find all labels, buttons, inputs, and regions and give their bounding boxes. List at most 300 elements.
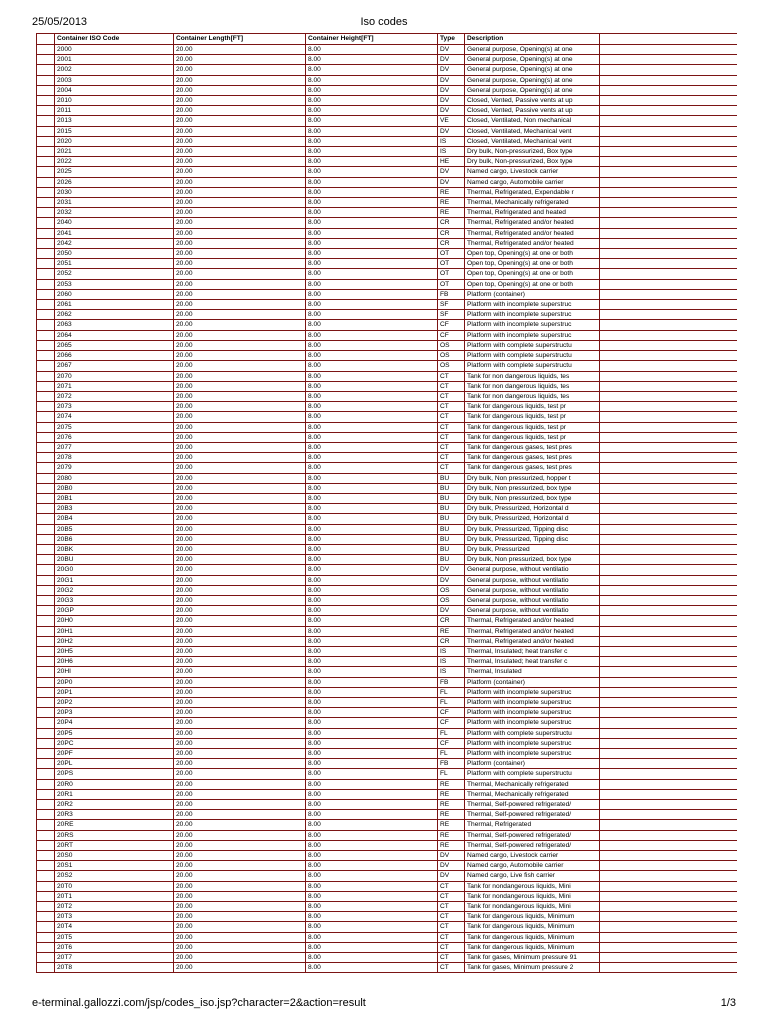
cell-length: 20.00 — [174, 718, 306, 728]
cell-length: 20.00 — [174, 106, 306, 116]
cell-type: DV — [438, 167, 465, 177]
cell-iso-code: 20RS — [55, 830, 174, 840]
cell-height: 8.00 — [306, 45, 438, 55]
row-margin-cell — [37, 147, 55, 157]
cell-type: CT — [438, 963, 465, 973]
cell-description: Tank for gases, Minimum pressure 2 — [465, 963, 600, 973]
cell-iso-code: 2064 — [55, 330, 174, 340]
table-body — [37, 45, 738, 973]
cell-height: 8.00 — [306, 391, 438, 401]
cell-iso-code: 2074 — [55, 412, 174, 422]
cell-length: 20.00 — [174, 769, 306, 779]
cell-description: Open top, Opening(s) at one or both — [465, 269, 600, 279]
cell-height: 8.00 — [306, 585, 438, 595]
row-end-cell — [600, 667, 738, 677]
row-margin-cell — [37, 65, 55, 75]
cell-iso-code: 20G0 — [55, 565, 174, 575]
cell-height: 8.00 — [306, 830, 438, 840]
cell-length: 20.00 — [174, 595, 306, 605]
cell-description: Thermal, Insulated; heat transfer c — [465, 646, 600, 656]
cell-length: 20.00 — [174, 55, 306, 65]
cell-length: 20.00 — [174, 198, 306, 208]
cell-iso-code: 20H0 — [55, 616, 174, 626]
table-row — [37, 718, 738, 728]
row-end-cell — [600, 126, 738, 136]
cell-type: CT — [438, 463, 465, 473]
cell-length: 20.00 — [174, 85, 306, 95]
cell-length: 20.00 — [174, 187, 306, 197]
column-header-iso-code: Container ISO Code — [55, 34, 174, 45]
row-margin-cell — [37, 759, 55, 769]
row-margin-cell — [37, 544, 55, 554]
cell-length: 20.00 — [174, 544, 306, 554]
cell-description: Thermal, Insulated — [465, 667, 600, 677]
cell-height: 8.00 — [306, 606, 438, 616]
table-row — [37, 922, 738, 932]
cell-iso-code: 2065 — [55, 340, 174, 350]
cell-description: General purpose, Opening(s) at one — [465, 75, 600, 85]
row-end-cell — [600, 483, 738, 493]
row-margin-cell — [37, 116, 55, 126]
row-margin-cell — [37, 320, 55, 330]
row-end-cell — [600, 167, 738, 177]
cell-length: 20.00 — [174, 157, 306, 167]
cell-type: BU — [438, 555, 465, 565]
cell-length: 20.00 — [174, 810, 306, 820]
row-margin-cell — [37, 575, 55, 585]
cell-description: General purpose, Opening(s) at one — [465, 45, 600, 55]
table-row — [37, 473, 738, 483]
table-row — [37, 483, 738, 493]
cell-type: CT — [438, 942, 465, 952]
table-row — [37, 126, 738, 136]
cell-length: 20.00 — [174, 953, 306, 963]
cell-type: CR — [438, 616, 465, 626]
row-end-cell — [600, 922, 738, 932]
cell-height: 8.00 — [306, 157, 438, 167]
footer-url: e-terminal.gallozzi.com/jsp/codes_iso.jsp?character=2&action=result — [32, 997, 366, 1009]
table-row — [37, 259, 738, 269]
row-end-cell — [600, 902, 738, 912]
cell-height: 8.00 — [306, 218, 438, 228]
table-row — [37, 381, 738, 391]
cell-iso-code: 20T1 — [55, 891, 174, 901]
table-row — [37, 769, 738, 779]
table-row — [37, 840, 738, 850]
cell-iso-code: 2080 — [55, 473, 174, 483]
table-row — [37, 698, 738, 708]
cell-length: 20.00 — [174, 626, 306, 636]
table-row — [37, 504, 738, 514]
cell-description: Tank for non dangerous liquids, tes — [465, 371, 600, 381]
cell-description: Platform with incomplete superstruc — [465, 320, 600, 330]
cell-type: DV — [438, 75, 465, 85]
cell-height: 8.00 — [306, 698, 438, 708]
row-margin-cell — [37, 942, 55, 952]
table-row — [37, 371, 738, 381]
cell-height: 8.00 — [306, 524, 438, 534]
table-row — [37, 402, 738, 412]
cell-description: Named cargo, Live fish carrier — [465, 871, 600, 881]
cell-description: Platform with incomplete superstruc — [465, 738, 600, 748]
cell-iso-code: 20BU — [55, 555, 174, 565]
row-end-cell — [600, 136, 738, 146]
row-end-cell — [600, 606, 738, 616]
row-margin-cell — [37, 810, 55, 820]
cell-length: 20.00 — [174, 698, 306, 708]
cell-iso-code: 20B0 — [55, 483, 174, 493]
cell-iso-code: 20B1 — [55, 493, 174, 503]
cell-length: 20.00 — [174, 636, 306, 646]
table-row — [37, 249, 738, 259]
table-row — [37, 493, 738, 503]
cell-height: 8.00 — [306, 953, 438, 963]
cell-description: General purpose, without ventilatio — [465, 595, 600, 605]
cell-description: Tank for dangerous liquids, test pr — [465, 432, 600, 442]
row-margin-cell — [37, 861, 55, 871]
cell-iso-code: 2060 — [55, 289, 174, 299]
row-margin-cell — [37, 361, 55, 371]
row-end-cell — [600, 453, 738, 463]
cell-iso-code: 20R1 — [55, 789, 174, 799]
row-end-cell — [600, 157, 738, 167]
cell-description: Closed, Ventilated, Mechanical vent — [465, 126, 600, 136]
cell-description: Tank for dangerous liquids, Minimum — [465, 932, 600, 942]
cell-height: 8.00 — [306, 198, 438, 208]
row-end-cell — [600, 687, 738, 697]
row-margin-cell — [37, 820, 55, 830]
cell-height: 8.00 — [306, 646, 438, 656]
cell-height: 8.00 — [306, 616, 438, 626]
row-margin-cell — [37, 106, 55, 116]
cell-type: RE — [438, 840, 465, 850]
row-end-cell — [600, 289, 738, 299]
cell-description: Tank for dangerous liquids, test pr — [465, 412, 600, 422]
cell-height: 8.00 — [306, 891, 438, 901]
cell-type: IS — [438, 667, 465, 677]
row-margin-cell — [37, 636, 55, 646]
row-end-cell — [600, 728, 738, 738]
cell-height: 8.00 — [306, 626, 438, 636]
cell-type: DV — [438, 861, 465, 871]
cell-height: 8.00 — [306, 922, 438, 932]
table-row — [37, 269, 738, 279]
table-row — [37, 902, 738, 912]
cell-iso-code: 2063 — [55, 320, 174, 330]
cell-description: Named cargo, Automobile carrier — [465, 861, 600, 871]
cell-description: General purpose, without ventilatio — [465, 575, 600, 585]
row-end-cell — [600, 463, 738, 473]
row-margin-cell — [37, 289, 55, 299]
cell-description: Thermal, Self-powered refrigerated/ — [465, 810, 600, 820]
cell-height: 8.00 — [306, 351, 438, 361]
cell-height: 8.00 — [306, 810, 438, 820]
cell-description: Thermal, Self-powered refrigerated/ — [465, 800, 600, 810]
cell-description: Tank for dangerous gases, test pres — [465, 463, 600, 473]
row-margin-cell — [37, 881, 55, 891]
cell-height: 8.00 — [306, 871, 438, 881]
cell-type: OT — [438, 249, 465, 259]
cell-iso-code: 2075 — [55, 422, 174, 432]
cell-height: 8.00 — [306, 555, 438, 565]
cell-height: 8.00 — [306, 65, 438, 75]
cell-iso-code: 2010 — [55, 96, 174, 106]
cell-length: 20.00 — [174, 320, 306, 330]
row-margin-cell — [37, 249, 55, 259]
cell-iso-code: 2040 — [55, 218, 174, 228]
cell-iso-code: 20P3 — [55, 708, 174, 718]
row-margin-cell — [37, 442, 55, 452]
row-margin-cell — [37, 75, 55, 85]
row-margin-cell — [37, 871, 55, 881]
row-end-cell — [600, 871, 738, 881]
cell-height: 8.00 — [306, 259, 438, 269]
row-end-cell — [600, 269, 738, 279]
cell-length: 20.00 — [174, 881, 306, 891]
cell-type: RE — [438, 208, 465, 218]
cell-type: CT — [438, 891, 465, 901]
cell-length: 20.00 — [174, 279, 306, 289]
row-margin-cell — [37, 789, 55, 799]
row-end-cell — [600, 106, 738, 116]
row-margin-cell — [37, 381, 55, 391]
row-end-cell — [600, 626, 738, 636]
table-row — [37, 136, 738, 146]
row-margin-cell — [37, 483, 55, 493]
table-row — [37, 963, 738, 973]
cell-iso-code: 20G1 — [55, 575, 174, 585]
table-row — [37, 616, 738, 626]
cell-iso-code: 20H2 — [55, 636, 174, 646]
table-row — [37, 534, 738, 544]
cell-type: CT — [438, 422, 465, 432]
cell-iso-code: 2022 — [55, 157, 174, 167]
cell-type: DV — [438, 565, 465, 575]
row-end-cell — [600, 585, 738, 595]
cell-iso-code: 2067 — [55, 361, 174, 371]
cell-type: DV — [438, 575, 465, 585]
cell-iso-code: 2030 — [55, 187, 174, 197]
table-row — [37, 932, 738, 942]
row-end-cell — [600, 779, 738, 789]
table-row — [37, 391, 738, 401]
row-margin-cell — [37, 595, 55, 605]
table-row — [37, 453, 738, 463]
cell-height: 8.00 — [306, 942, 438, 952]
table-row — [37, 595, 738, 605]
cell-length: 20.00 — [174, 126, 306, 136]
cell-iso-code: 20P5 — [55, 728, 174, 738]
cell-height: 8.00 — [306, 718, 438, 728]
row-end-cell — [600, 881, 738, 891]
cell-type: VE — [438, 116, 465, 126]
cell-type: FL — [438, 749, 465, 759]
row-margin-cell — [37, 371, 55, 381]
row-margin-cell — [37, 177, 55, 187]
cell-description: Dry bulk, Pressurized, Horizontal d — [465, 514, 600, 524]
cell-length: 20.00 — [174, 871, 306, 881]
table-row — [37, 340, 738, 350]
cell-type: DV — [438, 851, 465, 861]
row-end-cell — [600, 575, 738, 585]
cell-type: CT — [438, 402, 465, 412]
cell-height: 8.00 — [306, 289, 438, 299]
cell-description: Tank for gases, Minimum pressure 91 — [465, 953, 600, 963]
row-end-cell — [600, 116, 738, 126]
cell-iso-code: 2078 — [55, 453, 174, 463]
row-margin-cell — [37, 412, 55, 422]
cell-length: 20.00 — [174, 687, 306, 697]
cell-type: RE — [438, 789, 465, 799]
cell-length: 20.00 — [174, 340, 306, 350]
cell-type: CT — [438, 412, 465, 422]
cell-height: 8.00 — [306, 708, 438, 718]
cell-type: OT — [438, 279, 465, 289]
row-margin-cell — [37, 504, 55, 514]
row-margin-cell — [37, 300, 55, 310]
cell-iso-code: 20P0 — [55, 677, 174, 687]
row-end-cell — [600, 442, 738, 452]
row-end-cell — [600, 800, 738, 810]
cell-iso-code: 20T8 — [55, 963, 174, 973]
cell-description: Open top, Opening(s) at one or both — [465, 249, 600, 259]
row-margin-cell — [37, 687, 55, 697]
cell-height: 8.00 — [306, 473, 438, 483]
cell-length: 20.00 — [174, 136, 306, 146]
row-margin-cell — [37, 749, 55, 759]
row-margin-cell — [37, 963, 55, 973]
table-row — [37, 106, 738, 116]
cell-type: CT — [438, 953, 465, 963]
table-row — [37, 75, 738, 85]
row-margin-cell — [37, 45, 55, 55]
cell-type: RE — [438, 198, 465, 208]
cell-type: DV — [438, 177, 465, 187]
table-row — [37, 463, 738, 473]
cell-iso-code: 20G3 — [55, 595, 174, 605]
table-row — [37, 279, 738, 289]
cell-type: CT — [438, 442, 465, 452]
table-row — [37, 238, 738, 248]
cell-length: 20.00 — [174, 575, 306, 585]
cell-length: 20.00 — [174, 483, 306, 493]
table-row — [37, 310, 738, 320]
row-end-cell — [600, 565, 738, 575]
cell-length: 20.00 — [174, 361, 306, 371]
table-row — [37, 881, 738, 891]
row-end-cell — [600, 330, 738, 340]
row-margin-cell — [37, 55, 55, 65]
row-end-cell — [600, 555, 738, 565]
row-margin-cell — [37, 463, 55, 473]
cell-description: Dry bulk, Non pressurized, box type — [465, 483, 600, 493]
cell-length: 20.00 — [174, 228, 306, 238]
cell-height: 8.00 — [306, 851, 438, 861]
row-margin-cell — [37, 432, 55, 442]
cell-description: Platform with complete superstructu — [465, 728, 600, 738]
cell-description: Thermal, Refrigerated, Expendable r — [465, 187, 600, 197]
cell-description: Platform with incomplete superstruc — [465, 300, 600, 310]
cell-type: BU — [438, 534, 465, 544]
cell-height: 8.00 — [306, 687, 438, 697]
cell-length: 20.00 — [174, 667, 306, 677]
cell-height: 8.00 — [306, 861, 438, 871]
row-margin-cell — [37, 228, 55, 238]
cell-iso-code: 2072 — [55, 391, 174, 401]
row-margin-cell — [37, 402, 55, 412]
cell-iso-code: 20T3 — [55, 912, 174, 922]
row-margin-cell — [37, 585, 55, 595]
cell-type: DV — [438, 871, 465, 881]
table-row — [37, 565, 738, 575]
column-header-type: Type — [438, 34, 465, 45]
cell-height: 8.00 — [306, 320, 438, 330]
cell-type: RE — [438, 779, 465, 789]
row-margin-cell — [37, 555, 55, 565]
table-row — [37, 116, 738, 126]
row-end-cell — [600, 208, 738, 218]
cell-type: CT — [438, 932, 465, 942]
cell-type: CR — [438, 218, 465, 228]
table-row — [37, 157, 738, 167]
cell-iso-code: 20P1 — [55, 687, 174, 697]
cell-length: 20.00 — [174, 453, 306, 463]
row-margin-cell — [37, 493, 55, 503]
cell-height: 8.00 — [306, 167, 438, 177]
cell-iso-code: 20PS — [55, 769, 174, 779]
cell-length: 20.00 — [174, 830, 306, 840]
cell-description: Platform with complete superstructu — [465, 340, 600, 350]
cell-type: CR — [438, 238, 465, 248]
cell-description: Thermal, Self-powered refrigerated/ — [465, 830, 600, 840]
table-header-row — [37, 34, 738, 45]
cell-height: 8.00 — [306, 55, 438, 65]
row-end-cell — [600, 279, 738, 289]
cell-type: DV — [438, 45, 465, 55]
cell-length: 20.00 — [174, 759, 306, 769]
table-row — [37, 871, 738, 881]
table-row — [37, 187, 738, 197]
row-end-cell — [600, 381, 738, 391]
cell-length: 20.00 — [174, 208, 306, 218]
cell-description: Tank for nondangerous liquids, Mini — [465, 902, 600, 912]
row-end-cell — [600, 228, 738, 238]
cell-length: 20.00 — [174, 463, 306, 473]
cell-height: 8.00 — [306, 361, 438, 371]
cell-height: 8.00 — [306, 106, 438, 116]
cell-length: 20.00 — [174, 524, 306, 534]
cell-length: 20.00 — [174, 779, 306, 789]
cell-description: Closed, Ventilated, Mechanical vent — [465, 136, 600, 146]
cell-iso-code: 2077 — [55, 442, 174, 452]
cell-length: 20.00 — [174, 820, 306, 830]
cell-height: 8.00 — [306, 779, 438, 789]
row-margin-cell — [37, 646, 55, 656]
cell-height: 8.00 — [306, 728, 438, 738]
row-margin-cell — [37, 565, 55, 575]
row-margin-cell — [37, 657, 55, 667]
row-end-cell — [600, 34, 738, 45]
cell-description: Dry bulk, Pressurized, Tipping disc — [465, 524, 600, 534]
table-row — [37, 544, 738, 554]
cell-description: Thermal, Refrigerated and/or heated — [465, 616, 600, 626]
cell-length: 20.00 — [174, 728, 306, 738]
row-margin-cell — [37, 718, 55, 728]
cell-description: Platform with incomplete superstruc — [465, 310, 600, 320]
cell-type: CF — [438, 708, 465, 718]
row-margin-cell — [37, 218, 55, 228]
column-header-description: Description — [465, 34, 600, 45]
